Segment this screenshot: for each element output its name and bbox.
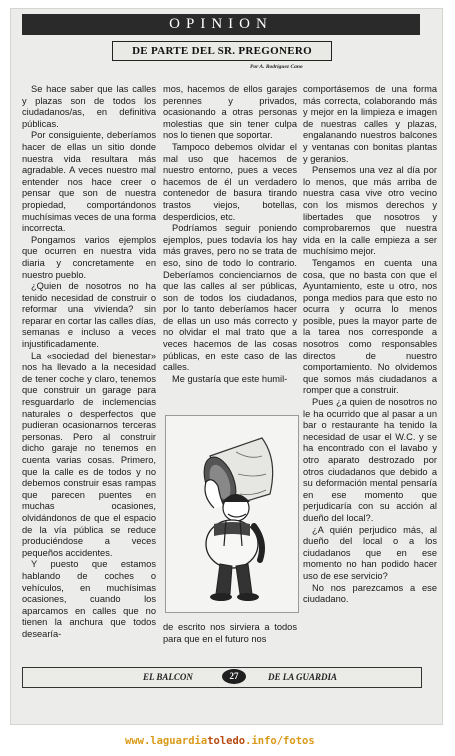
page-number: 27 — [222, 669, 246, 684]
paragraph: mos, hacemos de ellos garajes perennes y privados, ocasionando a otras personas molestias que sin tener culpa nos lo tienen que soportar. — [163, 84, 297, 141]
paragraph: Por consiguiente, deberíamos hacer de ellas un sitio donde nuestra vida resultara más agradable. A veces nuestro mal entender nos hace creer o pensar que son de nuestra propiedad, comportándonos muchísimas veces de una forma incorrecta. — [22, 130, 156, 234]
watermark-suffix: .info/fotos — [245, 735, 315, 747]
paragraph: ¿A quién perjudico más, al dueño del local o a los ciudadanos que en ese momento no han podido hacer uso de ese servicio? — [303, 524, 437, 581]
article-column-2 — [163, 84, 297, 385]
paragraph: Pues ¿a quien de nosotros no le ha ocurrido que al pasar a un bar o restaurante ha tenido la necesidad de usar el W.C. y se ha encontrado con el lavabo y otro aparato destrozado por otros ciudadanos que debido a su deformación mental pensaría en ese momento que perjudicaría con su acción al dueño del local?. — [303, 397, 437, 523]
article-column-3 — [303, 84, 437, 606]
paragraph: Podríamos seguir poniendo ejemplos, pues todavía los hay más graves, pero no se trata de eso, sino de todo lo contrario. Deberíamos concienciarnos de que las calles al ser públicas, son de todos los ciudadanos, por lo tanto deberíamos hacer de ellas un uso más correcto y no olvidar el mal trato que a veces hacemos de las cosas públicas, en este caso de las calles. — [163, 223, 297, 373]
paragraph: Pensemos una vez al día por lo menos, que más arriba de nuestra casa vive otro vecino con los mismos derechos y libertades que nosotros y comprobaremos que nuestra vida en la calle empieza a ser muchísimo mejor. — [303, 165, 437, 257]
paragraph: Y puesto que estamos hablando de coches o vehículos, en muchísimas ocasiones, cuando los aparcamos en calles que no tienen la anchura que todos desearía- — [22, 559, 156, 639]
watermark-prefix: www.laguardia — [125, 735, 208, 747]
publication-town: DE LA GUARDIA — [268, 672, 338, 682]
article-byline: Por A. Rodríguez Cano — [250, 64, 303, 70]
cartoon-illustration — [165, 415, 299, 613]
paragraph: comportásemos de una forma más correcta, colaborando más y mejor en la limpieza e imagen de nuestras calles y plazas, engalanando nuestros balcones y ventanas con bonitas plantas y geranios. — [303, 84, 437, 164]
watermark-highlight: toledo — [207, 735, 246, 747]
paragraph: Tengamos en cuenta una cosa, que no basta con que el Ayuntamiento, este u otro, nos ponga medios para que esto no ocurra y ocurra lo menos posible, pues la mayor parte de la tarea nos corresponde a nosotros como responsables directos de nuestro comportamiento. No olvidemos que somos más ciudadanos a romper que a construir. — [303, 257, 437, 396]
section-header: OPINION — [22, 14, 420, 35]
paragraph: No nos parezcamos a ese ciudadano. — [303, 582, 437, 605]
paragraph: Pongamos varios ejemplos que ocurren en nuestra vida diaria y concretamente en nuestro pueblo. — [22, 234, 156, 280]
paragraph: Se hace saber que las calles y plazas son de todos los ciudadanos/as, en definitiva públicas. — [22, 84, 156, 129]
source-watermark — [125, 735, 315, 747]
paragraph: Me gustaría que este humil- — [172, 373, 288, 384]
paragraph: La «sociedad del bienestar» nos ha llevado a la necesidad de tener coche y claro, tenemos que construir un garage para resguardarlo de inclemencias naturales o desperfectos que pudieran ocasionarnos terceras personas. Pero al construir dicho garaje no tenemos en cuenta varias cosas. Primero, que la calle es de todos y no debemos construir esas rampas que parecen puentes en muchas ocasiones, olvidándonos de que el espacio de la vía pública se reduce produciéndose a veces pequeños accidentes. — [22, 350, 156, 558]
page-footer — [22, 667, 422, 688]
paragraph-continuation: de escrito nos sirviera a todos para que en el futuro nos — [163, 622, 297, 644]
article-title: DE PARTE DEL SR. PREGONERO — [112, 41, 332, 61]
cartoon-man-carrying-log-icon — [166, 416, 298, 612]
article-column-1 — [22, 84, 156, 641]
paragraph: Tampoco debemos olvidar el mal uso que hacemos de nuestro entorno, pues a veces hacemos de él un verdadero contenedor de basura tirando trastos viejos, botellas, desperdicios, etc. — [163, 141, 297, 222]
paragraph: ¿Quien de nosotros no ha tenido necesidad de construir o reformar una vivienda? sin reparar en cortar las calles días, semanas e incluso a veces injustificadamente. — [22, 281, 156, 350]
publication-name: EL BALCON — [143, 672, 193, 682]
